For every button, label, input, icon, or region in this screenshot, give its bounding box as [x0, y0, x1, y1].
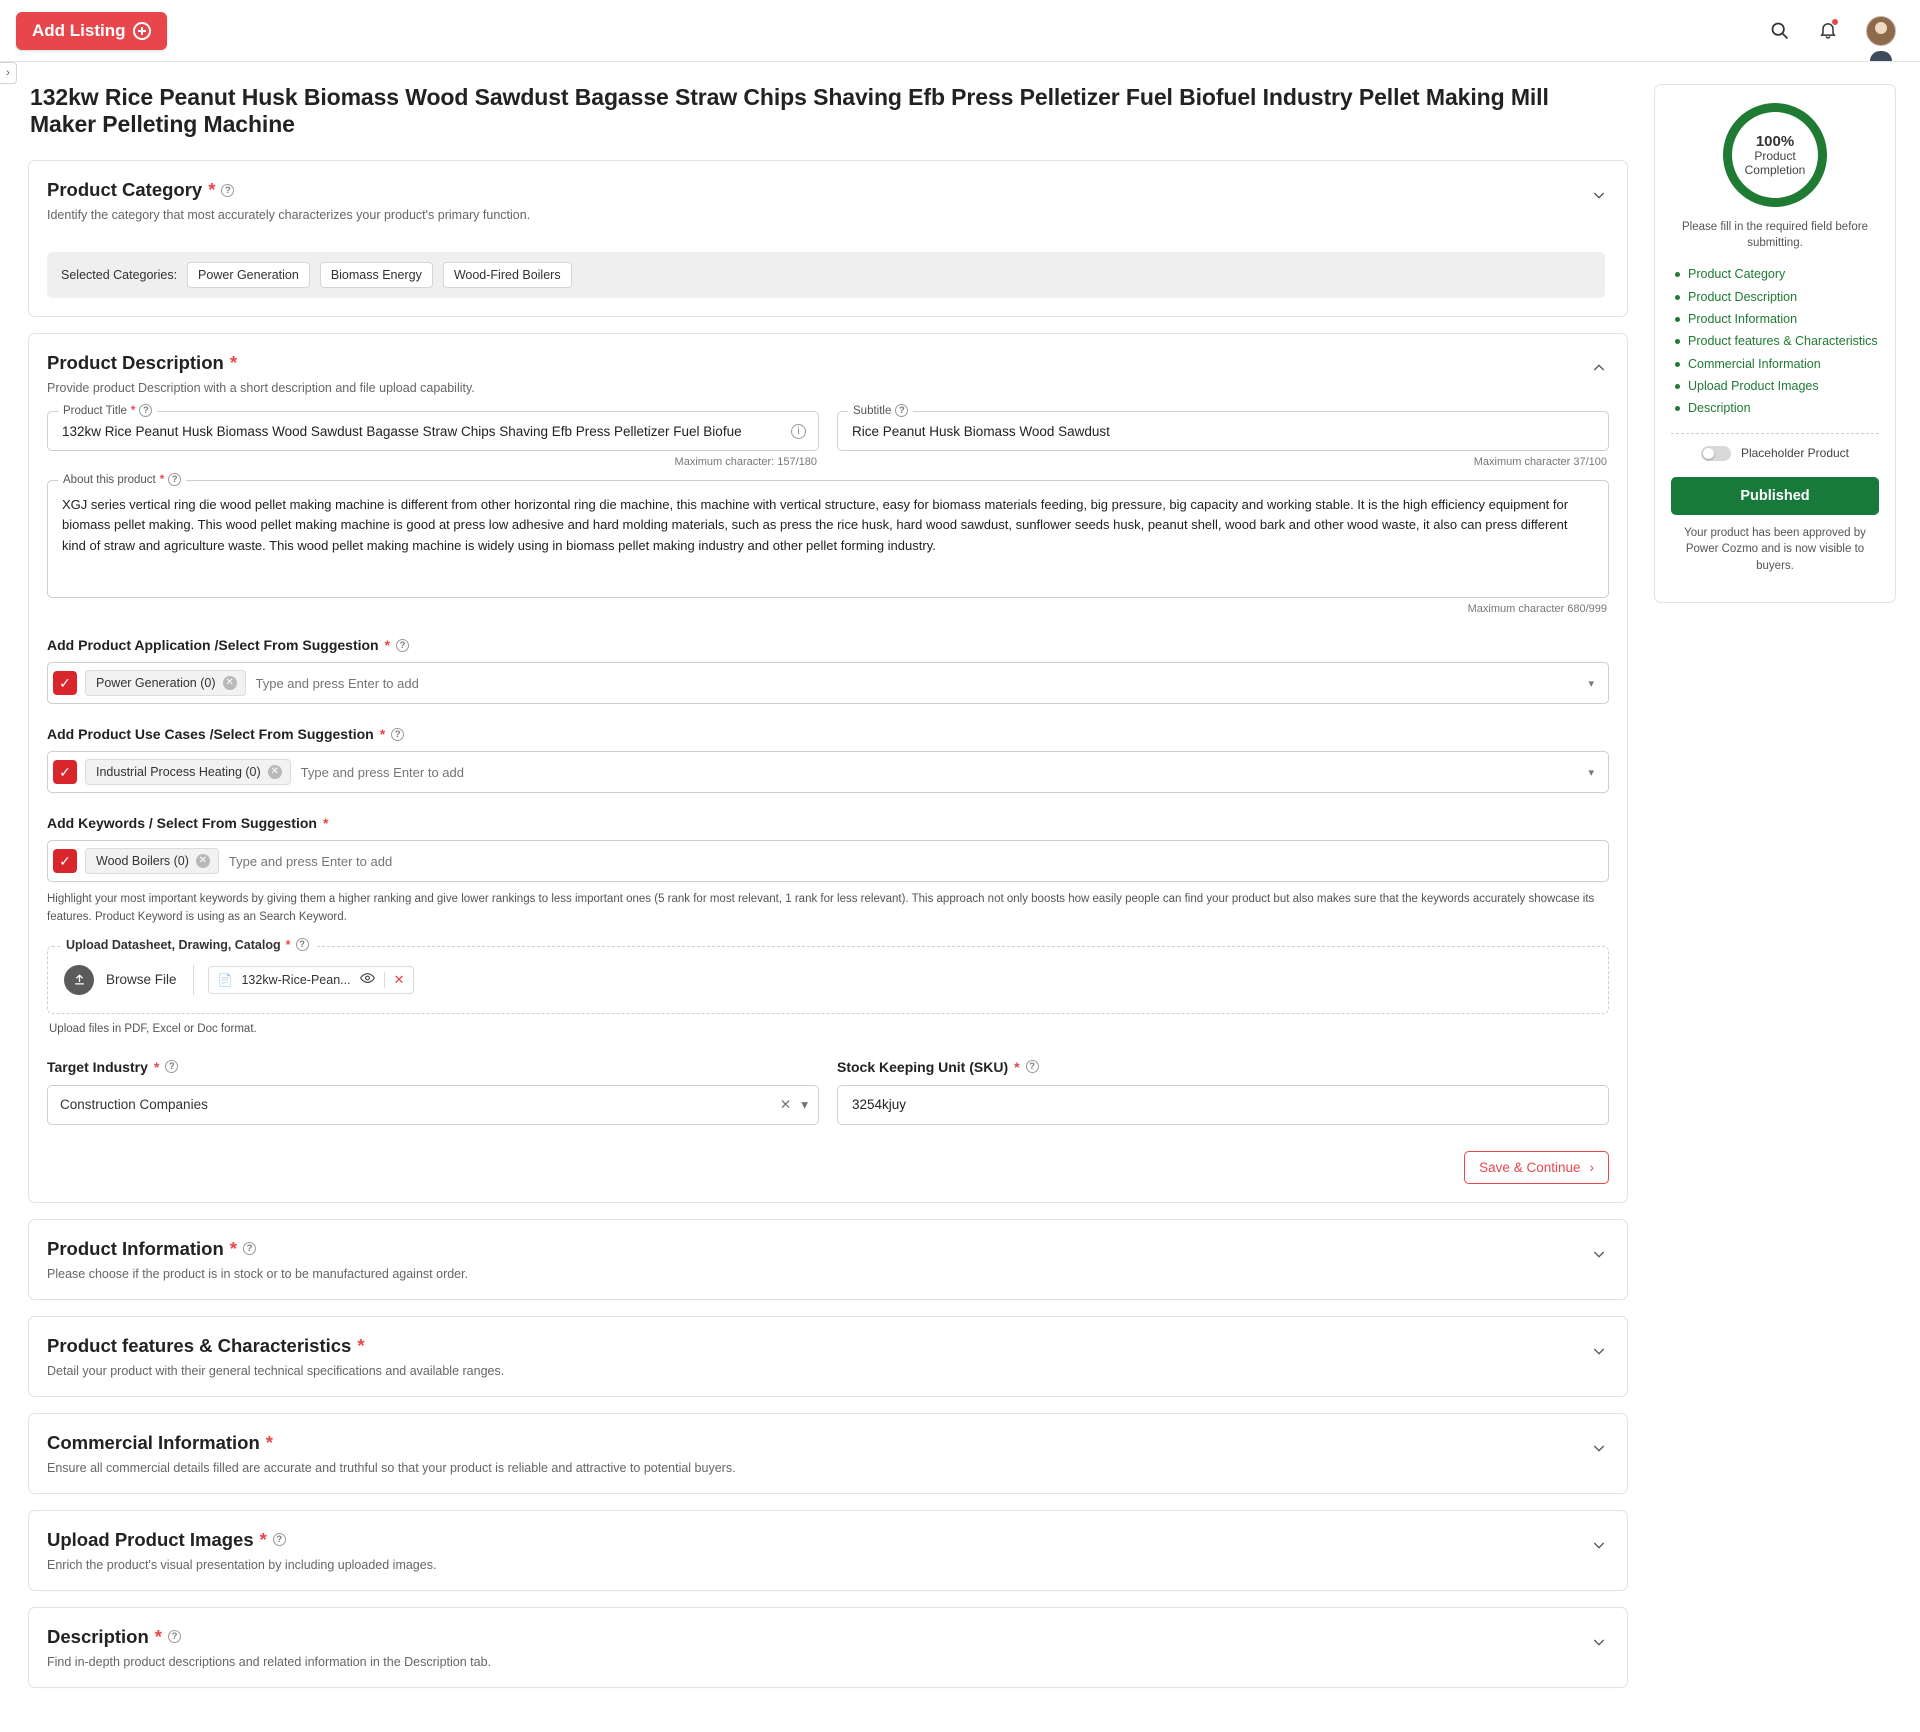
commercial-information-subtitle: Ensure all commercial details filled are accurate and truthful so that your product is reliable and attractive to potential buyers.	[47, 1460, 736, 1475]
upload-icon	[64, 965, 94, 995]
selected-categories-bar	[47, 252, 1605, 298]
application-label-text: Add Product Application /Select From Suggestion	[47, 637, 379, 654]
category-chip[interactable]: Wood-Fired Boilers	[443, 262, 572, 288]
help-icon[interactable]: ?	[396, 639, 409, 652]
checklist-item[interactable]: Product features & Characteristics	[1675, 332, 1879, 351]
published-button[interactable]: Published	[1671, 477, 1879, 515]
required-asterisk: *	[285, 937, 291, 952]
top-bar	[0, 0, 1920, 62]
chevron-right-icon: ›	[1589, 1159, 1594, 1175]
product-title-legend-text: Product Title	[63, 404, 127, 417]
product-features-title-text: Product features & Characteristics	[47, 1334, 352, 1356]
sku-label-text: Stock Keeping Unit (SKU)	[837, 1058, 1009, 1075]
subtitle-counter: Maximum character 37/100	[1473, 456, 1607, 469]
subtitle-col	[837, 404, 1609, 469]
add-listing-button[interactable]	[16, 12, 167, 50]
user-avatar[interactable]	[1866, 16, 1896, 46]
checklist-item[interactable]: Description	[1675, 399, 1879, 418]
help-icon[interactable]: ?	[391, 728, 404, 741]
remove-tag-icon[interactable]: ✕	[196, 854, 210, 868]
about-product-textarea[interactable]	[60, 493, 1596, 585]
application-tag-label: Power Generation (0)	[96, 676, 216, 691]
help-icon[interactable]: ?	[168, 473, 181, 486]
commercial-information-card[interactable]	[28, 1413, 1628, 1494]
required-asterisk: *	[208, 179, 216, 201]
category-chip[interactable]: Biomass Energy	[320, 262, 433, 288]
product-features-subtitle: Detail your product with their general technical specifications and available ranges.	[47, 1363, 505, 1378]
target-industry-label	[47, 1059, 819, 1075]
product-category-card	[28, 160, 1628, 317]
upload-product-images-title-text: Upload Product Images	[47, 1528, 254, 1550]
product-category-subtitle: Identify the category that most accurately characterizes your product's primary function.	[47, 208, 531, 223]
required-asterisk: *	[153, 1058, 160, 1075]
selected-categories-label: Selected Categories:	[61, 268, 178, 283]
chevron-down-icon[interactable]: ▾	[801, 1096, 808, 1112]
notification-badge	[1831, 18, 1839, 26]
upload-datasheet-legend-text: Upload Datasheet, Drawing, Catalog	[66, 937, 281, 952]
select-actions	[780, 1097, 808, 1113]
subtitle-input[interactable]	[850, 423, 1596, 440]
product-title-col	[47, 404, 819, 469]
product-features-title	[47, 1335, 1605, 1357]
help-icon[interactable]: ?	[1026, 1060, 1039, 1073]
required-asterisk: *	[259, 1528, 267, 1550]
save-button-label: Save & Continue	[1479, 1159, 1581, 1175]
product-category-title-text: Product Category	[47, 179, 203, 201]
commercial-information-title	[47, 1432, 1605, 1454]
chevron-down-icon[interactable]: ▾	[1588, 677, 1594, 690]
required-asterisk: *	[229, 352, 238, 374]
chevron-down-icon[interactable]	[1591, 1246, 1605, 1260]
remove-tag-icon[interactable]: ✕	[268, 765, 282, 779]
main-column	[28, 84, 1628, 1732]
clear-icon[interactable]: ✕	[779, 1096, 792, 1112]
sku-label	[837, 1059, 1609, 1075]
help-icon[interactable]: ?	[165, 1060, 178, 1073]
help-icon[interactable]: ?	[895, 404, 908, 417]
subtitle-legend	[848, 404, 913, 417]
required-asterisk: *	[130, 404, 136, 417]
help-icon[interactable]: ?	[221, 184, 234, 197]
use-cases-tag-input[interactable]	[47, 751, 1609, 793]
application-label	[47, 637, 1609, 653]
upload-datasheet-box	[47, 937, 1609, 1014]
completion-percent: 100%	[1755, 132, 1795, 150]
checklist-item[interactable]: Product Category	[1675, 265, 1879, 284]
target-industry-label-text: Target Industry	[47, 1058, 148, 1075]
checklist-item[interactable]: Product Description	[1675, 288, 1879, 307]
placeholder-product-label: Placeholder Product	[1740, 446, 1850, 461]
keywords-hint: Highlight your most important keywords by giving them a higher ranking and give lower rankings to less important ones (5 rank for most relevant, 1 rank for less relevant). This approach not only boosts how easily people can find your product but also makes sure that the keywords accurately showcase its features. Product Keyword is using as an Search Keyword.	[47, 893, 1595, 923]
keywords-input[interactable]	[227, 853, 1598, 870]
product-title-field[interactable]	[47, 404, 819, 451]
completion-card	[1654, 84, 1896, 603]
remove-file-icon[interactable]: ✕	[393, 971, 405, 987]
required-asterisk: *	[379, 726, 386, 743]
chevron-down-icon[interactable]	[1591, 1634, 1605, 1648]
checklist-item[interactable]: Product Information	[1675, 310, 1879, 329]
help-icon[interactable]: ?	[168, 1630, 181, 1643]
keyword-tag[interactable]	[85, 848, 219, 874]
notification-bell-icon[interactable]	[1818, 20, 1838, 41]
checklist-item[interactable]: Commercial Information	[1675, 355, 1879, 374]
application-tag[interactable]	[85, 670, 246, 696]
page-body	[0, 62, 1920, 1732]
subtitle-legend-text: Subtitle	[853, 404, 892, 417]
required-asterisk: *	[265, 1431, 273, 1453]
product-information-card[interactable]	[28, 1219, 1628, 1300]
preview-eye-icon[interactable]	[360, 972, 375, 987]
application-input[interactable]	[254, 675, 1581, 692]
browse-file-button[interactable]	[64, 965, 194, 995]
description-subtitle: Find in-depth product descriptions and related information in the Description tab.	[47, 1654, 492, 1669]
remove-tag-icon[interactable]: ✕	[223, 676, 237, 690]
upload-product-images-title	[47, 1529, 1605, 1551]
keywords-label-text: Add Keywords / Select From Suggestion	[47, 815, 317, 832]
required-asterisk: *	[384, 637, 391, 654]
completion-checklist	[1671, 265, 1879, 419]
target-industry-select[interactable]	[47, 1085, 819, 1125]
category-chip[interactable]: Power Generation	[187, 262, 310, 288]
upload-product-images-subtitle: Enrich the product's visual presentation by including uploaded images.	[47, 1557, 437, 1572]
product-category-title	[47, 179, 1605, 201]
sidebar-expand-toggle[interactable]: ›	[0, 62, 17, 84]
keywords-tag-input[interactable]	[47, 840, 1609, 882]
help-icon[interactable]: ?	[243, 1242, 256, 1255]
chevron-up-icon[interactable]	[1591, 360, 1605, 374]
about-product-legend-text: About this product	[63, 473, 156, 486]
completion-note: Please fill in the required field before submitting.	[1681, 221, 1869, 250]
chevron-down-icon[interactable]	[1591, 187, 1605, 201]
sku-col	[837, 1035, 1609, 1125]
description-title-text: Description	[47, 1625, 149, 1647]
check-icon[interactable]: ✓	[53, 671, 77, 695]
about-product-legend	[58, 473, 186, 486]
chevron-down-icon[interactable]	[1591, 1343, 1605, 1357]
required-asterisk: *	[322, 815, 329, 832]
divider	[384, 972, 385, 988]
info-icon[interactable]: i	[791, 424, 806, 439]
help-icon[interactable]: ?	[296, 938, 309, 951]
about-product-field[interactable]	[47, 473, 1609, 598]
product-description-subtitle: Provide product Description with a short description and file upload capability.	[47, 381, 475, 396]
sku-field[interactable]	[837, 1085, 1609, 1125]
required-asterisk: *	[229, 1237, 237, 1259]
product-information-subtitle: Please choose if the product is in stock or to be manufactured against order.	[47, 1266, 469, 1281]
save-row	[47, 1151, 1609, 1184]
required-asterisk: *	[1014, 1058, 1020, 1075]
subtitle-field[interactable]	[837, 404, 1609, 451]
browse-file-label: Browse File	[106, 972, 177, 988]
completion-ring-inner	[1732, 112, 1818, 198]
product-information-title-text: Product Information	[47, 1237, 224, 1259]
chevron-down-icon[interactable]	[1591, 1440, 1605, 1454]
product-features-card[interactable]	[28, 1316, 1628, 1397]
use-cases-tag-label: Industrial Process Heating (0)	[96, 765, 261, 780]
completion-label-line2: Completion	[1744, 162, 1806, 177]
check-icon[interactable]: ✓	[53, 849, 77, 873]
upload-format-note: Upload files in PDF, Excel or Doc format.	[49, 1022, 257, 1035]
placeholder-product-toggle[interactable]	[1701, 446, 1731, 461]
description-card[interactable]	[28, 1607, 1628, 1688]
save-and-continue-button[interactable]	[1464, 1151, 1609, 1184]
product-description-title-text: Product Description	[47, 352, 224, 374]
document-icon: 📄	[217, 972, 233, 987]
about-product-counter: Maximum character 680/999	[1467, 603, 1607, 616]
upload-datasheet-legend	[60, 938, 315, 952]
completion-ring-wrap	[1671, 103, 1879, 207]
add-listing-label: Add Listing	[32, 20, 126, 40]
required-asterisk: *	[154, 1625, 162, 1647]
upload-product-images-card[interactable]	[28, 1510, 1628, 1591]
use-cases-input[interactable]	[299, 764, 1581, 781]
help-icon[interactable]: ?	[139, 404, 152, 417]
approved-note: Your product has been approved by Power Cozmo and is now visible to buyers.	[1684, 526, 1866, 573]
target-industry-col	[47, 1035, 819, 1125]
sku-input[interactable]	[850, 1096, 1596, 1113]
industry-sku-row	[47, 1035, 1609, 1125]
product-title-legend	[58, 404, 157, 417]
product-information-title	[47, 1238, 1605, 1260]
product-description-card	[28, 333, 1628, 1203]
use-cases-tag[interactable]	[85, 759, 291, 785]
product-description-form	[29, 404, 1627, 1202]
commercial-information-title-text: Commercial Information	[47, 1431, 260, 1453]
keywords-label	[47, 815, 1609, 831]
description-title	[47, 1626, 1605, 1648]
target-industry-value: Construction Companies	[60, 1097, 208, 1113]
top-bar-actions	[1769, 16, 1896, 46]
completion-panel	[1654, 84, 1896, 603]
product-description-title	[47, 352, 1605, 374]
divider	[1671, 433, 1879, 434]
help-icon[interactable]: ?	[273, 1533, 286, 1546]
chevron-down-icon[interactable]	[1591, 1537, 1605, 1551]
required-asterisk: *	[357, 1334, 365, 1356]
completion-label-line1: Product	[1754, 148, 1796, 163]
search-icon[interactable]	[1769, 20, 1790, 41]
completion-ring	[1723, 103, 1827, 207]
chevron-down-icon[interactable]: ▾	[1588, 766, 1594, 779]
keyword-tag-label: Wood Boilers (0)	[96, 854, 189, 869]
checklist-item[interactable]: Upload Product Images	[1675, 377, 1879, 396]
uploaded-file-name: 132kw-Rice-Pean...	[241, 972, 351, 987]
title-subtitle-row	[47, 404, 1609, 469]
application-tag-input[interactable]	[47, 662, 1609, 704]
product-title-counter: Maximum character: 157/180	[674, 456, 817, 469]
placeholder-product-row	[1671, 446, 1879, 461]
use-cases-label-text: Add Product Use Cases /Select From Suggestion	[47, 726, 374, 743]
product-title-input[interactable]	[60, 423, 791, 440]
check-icon[interactable]: ✓	[53, 760, 77, 784]
required-asterisk: *	[159, 473, 165, 486]
plus-circle-icon	[133, 22, 151, 40]
uploaded-file-pill	[208, 966, 415, 994]
page-title: 132kw Rice Peanut Husk Biomass Wood Sawdust Bagasse Straw Chips Shaving Efb Press Pelletizer Fuel Biofuel Industry Pellet Making Mill Maker Pelleting Machine	[30, 84, 1549, 138]
use-cases-label	[47, 726, 1609, 742]
